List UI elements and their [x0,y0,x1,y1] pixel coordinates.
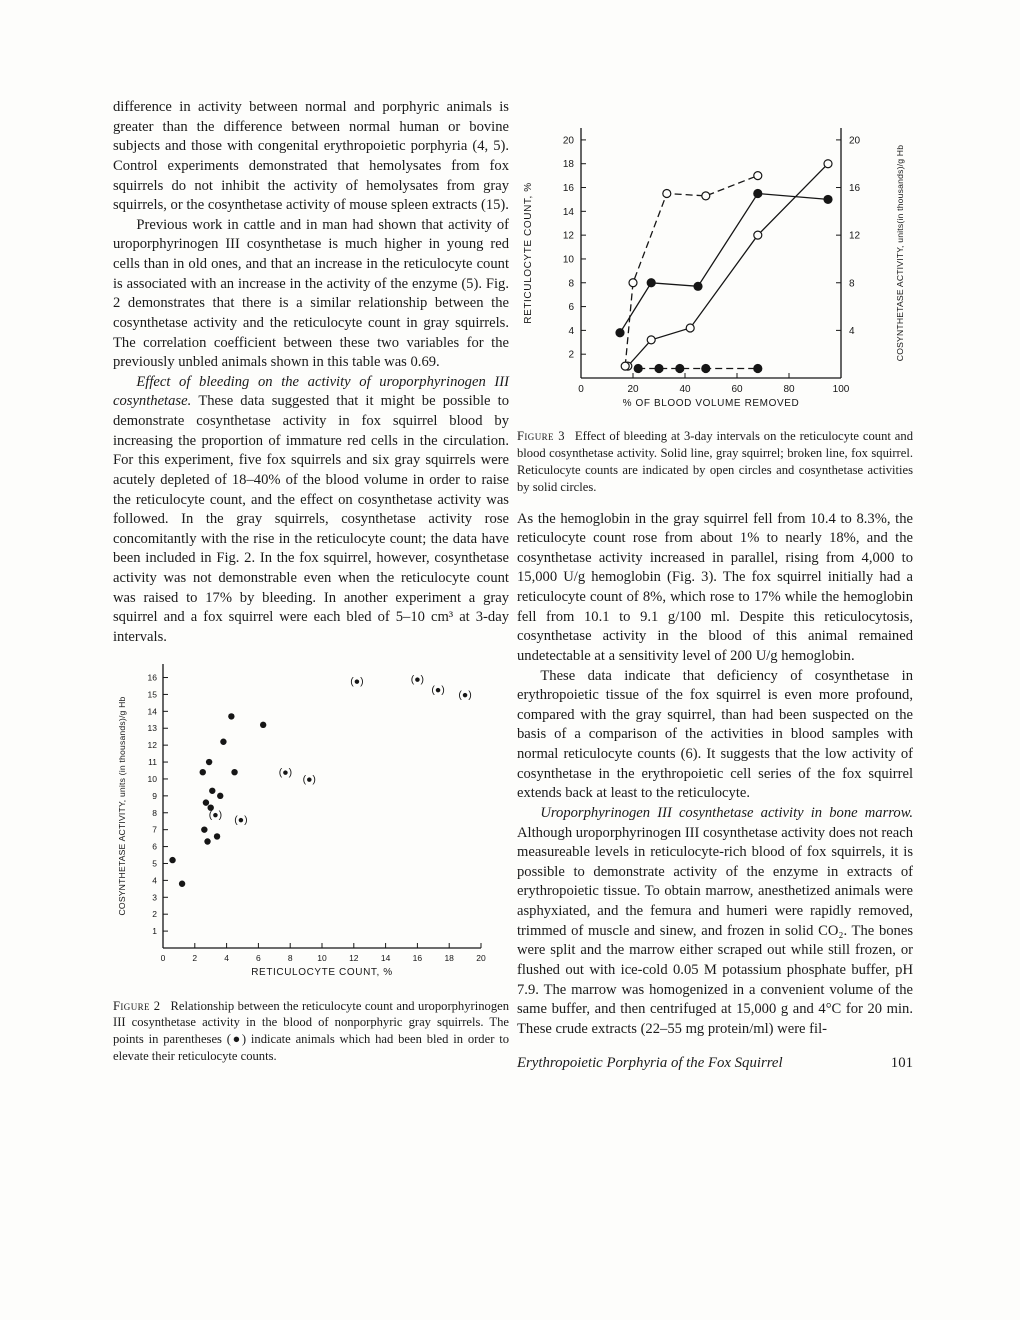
svg-text:7: 7 [152,824,157,835]
svg-text:40: 40 [679,384,691,395]
paragraph: Uroporphyrinogen III cosynthetase activity in bone marrow. Although uroporphyrinogen III cosynthetase activity does not reach measureable levels in reticulocyte-rich blood of fox squirrels, it is possible to demonstrate activity of the enzyme in extracts of erythropoietic tissue. To obtain marrow, anesthetized animals were asphyxiated, and the femura and humeri were rapidly removed, trimmed of muscle and sinew, and frozen in solid CO₂. The bones were split and the marrow either scraped out while still frozen, or flushed out with ice-cold 0.05 M potassium phosphate buffer, pH 7.9. The marrow was homogenized in a convenient volume of the same buffer, and then centrifuged at 15,000 g and 4°C for 20 min. These crude extracts (22–55 mg protein/ml) were fil- [517,804,913,1037]
svg-text:RETICULOCYTE COUNT, %: RETICULOCYTE COUNT, % [251,966,393,978]
svg-text:15: 15 [147,688,157,699]
svg-text:6: 6 [568,302,574,314]
svg-text:8: 8 [849,278,855,290]
svg-text:80: 80 [783,384,795,395]
svg-text:20: 20 [849,135,861,147]
svg-text:(●): (●) [431,683,445,696]
svg-text:18: 18 [444,952,454,963]
figure-3-label: Figure 3 [517,429,565,443]
svg-text:8: 8 [568,278,574,290]
paragraph: These data indicate that deficiency of cosynthetase in erythropoietic tissue of the fox squirrel is even more profound, compared with the gray squirrel, than had been suspected on the basis of a comparison of the activities in blood samples with normal reticulocyte counts (6). It suggests that the low activity of cosynthetase in the erythropoietic cell series of the fox squirrel extends back at least to the reticulocyte. [517,667,913,802]
svg-text:20: 20 [562,135,574,147]
svg-text:10: 10 [317,952,327,963]
svg-text:2: 2 [192,952,198,963]
left-column [113,98,509,1065]
figure-3-line-chart [517,112,913,420]
svg-text:9: 9 [152,790,157,801]
svg-text:2: 2 [152,908,157,919]
paragraph-italic-lead: Effect of bleeding on the activity of uroporphyrinogen III cosynthetase. [113,373,509,410]
svg-text:% OF BLOOD VOLUME REMOVED: % OF BLOOD VOLUME REMOVED [622,398,800,409]
footer-page-number: 101 [890,1055,913,1072]
fig3-series-gray-squirrel-reticulocyte [624,160,832,370]
fig3-series-fox-squirrel-reticulocyte [621,172,762,370]
svg-text:10: 10 [147,773,157,784]
svg-text:(●): (●) [410,673,425,686]
svg-text:16: 16 [562,183,574,195]
paragraph: Effect of bleeding on the activity of uroporphyrinogen III cosynthetase. These data suggested that it might be possible to demonstrate cosynthetase activity in fox squirrel blood by increasing the proportion of immature red cells in the circulation. For this experiment, five fox squirrels and six gray squirrels were acutely depleted of 18–40% of the blood volume in order to raise the reticulocyte count, and the effect on cosynthetase activity was followed. In the gray squirrels, cosynthetase activity rose concomitantly with the rise in the reticulocyte count; the data have been included in Fig. 2. In the fox squirrel, however, cosynthetase activity was not demonstrable even when the reticulocyte count was raised to 17% by bleeding. In another experiment a gray squirrel and a fox squirrel were each bled of 5–10 cm³ at 3-day intervals. [113,373,509,645]
svg-text:14: 14 [380,952,391,963]
svg-text:4: 4 [568,325,574,337]
right-column-text [517,510,913,1040]
svg-text:8: 8 [152,807,157,818]
svg-text:2: 2 [568,349,574,361]
right-column [517,98,913,1072]
svg-text:16: 16 [849,183,861,195]
figure-2-label: Figure 2 [113,998,161,1013]
svg-text:(●): (●) [208,808,223,821]
svg-text:100: 100 [832,384,850,395]
svg-text:10: 10 [562,254,574,266]
figure-2 [113,652,509,1066]
svg-text:COSYNTHETASE ACTIVITY, units (: COSYNTHETASE ACTIVITY, units (in thousands)/g Hb [117,696,127,915]
svg-text:12: 12 [349,952,359,963]
paragraph: As the hemoglobin in the gray squirrel fell from 10.4 to 8.3%, the reticulocyte count rose from about 1% to nearly 18%, and the cosynthetase activity increased in parallel, rising from 4,000 to 15,000 U/g hemoglobin (Fig. 3). The fox squirrel initially had a reticulocyte count of 8%, which rose to 17% while the hemoglobin fell from 10.1 to 9.1 g/100 ml. Despite this reticulocytosis, cosynthetase activity in the blood of this animal remained undetectable at a sensitivity level of 200 U/g hemoglobin. [517,510,913,664]
svg-text:1: 1 [152,925,157,936]
svg-text:0: 0 [578,384,584,395]
fig2-points [169,673,471,886]
page-footer [517,1055,913,1072]
fig3-series-gray-squirrel-cosynthetase [616,189,832,336]
svg-text:60: 60 [731,384,743,395]
svg-text:14: 14 [147,705,157,716]
figure-2-caption [113,998,509,1066]
figure-2-caption-text: Relationship between the reticulocyte count and uroporphyrinogen III cosynthetase activity in the blood of nonporphyric gray squirrels. The points in parentheses (●) indicate animals which had been bled in order to elevate their reticulocyte counts. [113,998,509,1064]
svg-text:16: 16 [147,672,157,683]
svg-text:20: 20 [476,952,486,963]
svg-text:COSYNTHETASE ACTIVITY, units(i: COSYNTHETASE ACTIVITY, units(in thousands)/g Hb [895,144,905,362]
svg-text:12: 12 [562,230,574,242]
svg-text:6: 6 [256,952,261,963]
figure-3-caption-text: Effect of bleeding at 3-day intervals on the reticulocyte count and blood cosynthetase activity. Solid line, gray squirrel; broken line, fox squirrel. Reticulocyte counts are indicated by open circles and cosynthetase activities by solid circles. [517,429,913,494]
svg-text:8: 8 [287,952,293,963]
svg-text:0: 0 [160,952,166,963]
svg-text:(●): (●) [302,772,316,785]
svg-text:12: 12 [849,230,861,242]
svg-text:(●): (●) [278,766,293,779]
svg-text:4: 4 [224,952,229,963]
figure-3 [517,112,913,496]
paragraph: Previous work in cattle and in man had shown that activity of uroporphyrinogen III cosynthetase is much higher in young red cells than in old ones, and that an increase in the reticulocyte count is associated with an increase in the activity of the enzyme (5). Fig. 2 demonstrates that there is a similar relationship between the cosynthetase activity and the reticulocyte count in gray squirrels. The correlation coefficient between these two variables for the previously unbled animals shown in this table was 0.69. [113,216,509,371]
svg-text:20: 20 [627,384,639,395]
paragraph: difference in activity between normal and porphyric animals is greater than the difference between normal human or bovine subjects and those with congenital erythropoietic porphyria (4, 5). Control experiments demonstrated that hemolysates from fox squirrels do not inhibit the activity of hemolysates from gray squirrels, or the cosynthetase activity of mouse spleen extracts (15). [113,99,509,214]
svg-text:3: 3 [152,891,157,902]
figure-3-caption [517,428,913,496]
svg-text:(●): (●) [234,813,248,826]
left-column-text [113,98,509,648]
svg-text:12: 12 [147,739,157,750]
svg-text:18: 18 [562,159,574,171]
svg-text:16: 16 [412,952,423,963]
svg-text:(●): (●) [458,688,472,701]
svg-text:5: 5 [152,857,157,868]
svg-text:14: 14 [562,206,574,218]
footer-running-title: Erythropoietic Porphyria of the Fox Squirrel [517,1055,783,1072]
figure-2-scatter-chart [113,652,503,990]
svg-text:13: 13 [147,722,157,733]
fig3-series-fox-squirrel-cosynthetase [634,364,762,372]
svg-text:11: 11 [148,756,157,767]
paragraph-italic-lead: Uroporphyrinogen III cosynthetase activity in bone marrow. [540,804,913,821]
svg-text:RETICULOCYTE COUNT, %: RETICULOCYTE COUNT, % [523,182,534,324]
svg-text:4: 4 [849,325,855,337]
svg-text:(●): (●) [350,674,364,687]
svg-text:6: 6 [152,841,157,852]
svg-text:4: 4 [152,874,157,885]
